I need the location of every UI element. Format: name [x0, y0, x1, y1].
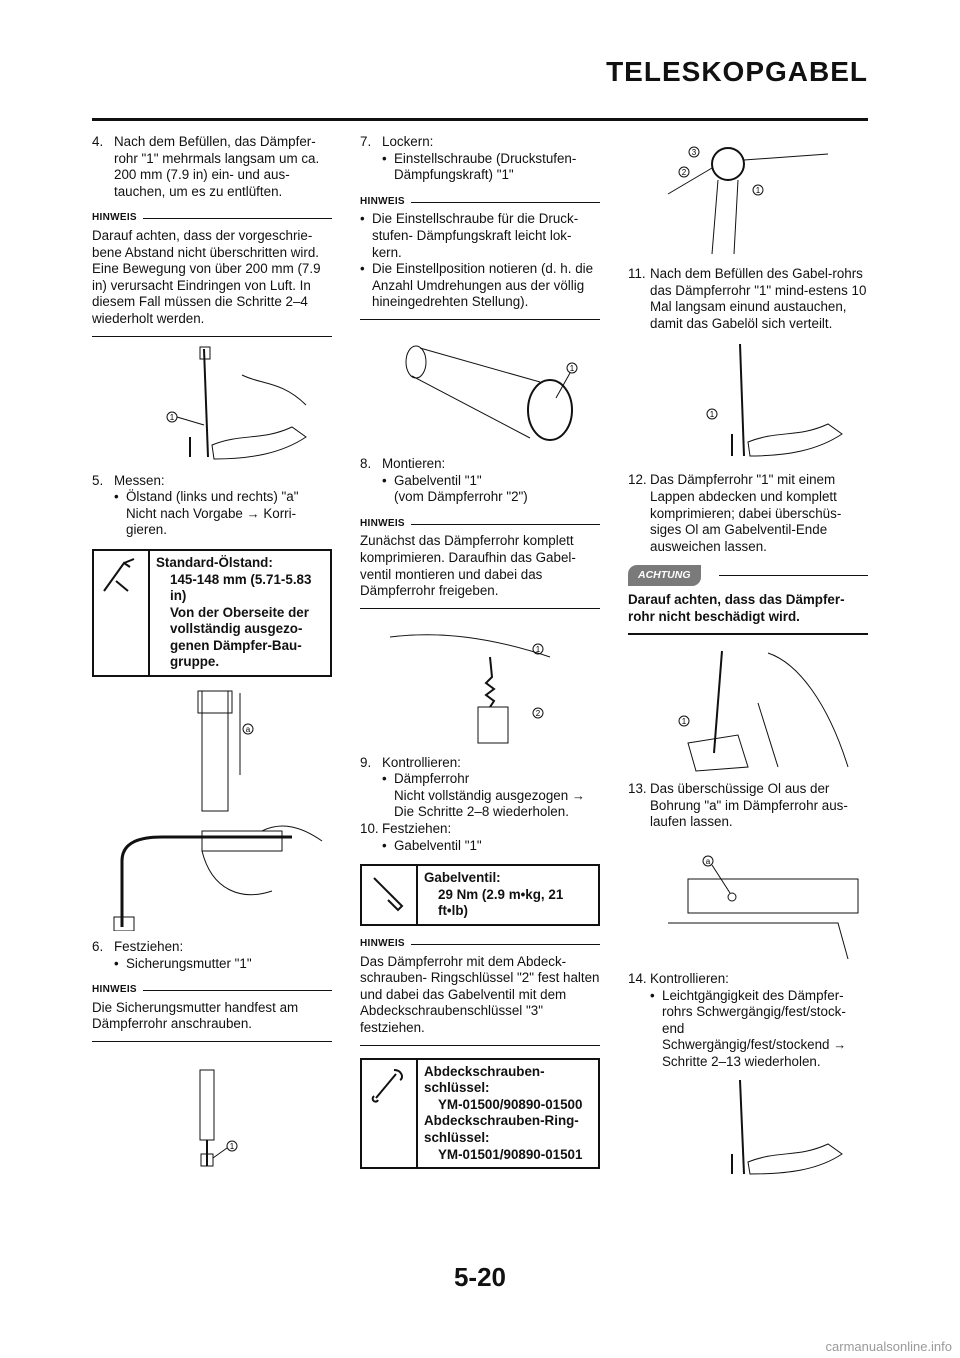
- header-rule: [92, 118, 868, 121]
- step-14: 14. Kontrollieren:: [628, 970, 729, 986]
- step-9: 9. Kontrollieren:: [360, 754, 461, 770]
- figure-drain-hole: [628, 839, 868, 963]
- fig5-callout: 1: [569, 363, 575, 373]
- arrow-icon: →: [246, 505, 260, 521]
- measure-icon: [94, 551, 150, 675]
- step-4: 4. Nach dem Befüllen, das Dämpfer-rohr "1" mehrmals langsam um ca. 200 mm (7.9 in) ein- und aus-tauchen, um es zu entlüften.: [92, 134, 320, 199]
- step-12: 12. Das Dämpferrohr "1" mit einem Lappen abdecken und komplett komprimieren; dabei überschüs-siges Ol am Gabelventil-Ende ausweichen lassen.: [628, 472, 842, 554]
- fig6-callout-1: 1: [535, 644, 541, 654]
- note-2: HINWEIS Die Sicherungsmutter handfest am Dämpferrohr anschrauben.: [92, 982, 332, 1042]
- figure-locknut: [92, 1050, 332, 1180]
- figure-check-smooth: [628, 1078, 868, 1178]
- step-13: 13. Das überschüssige Ol aus der Bohrung "a" im Dämpferrohr aus-laufen lassen.: [628, 781, 848, 830]
- fig1-callout: 1: [169, 412, 175, 422]
- note-1: HINWEIS Darauf achten, dass der vorgeschrie-bene Abstand nicht überschritten wird. Eine Bewegung von über 200 mm (7.9 in) verursacht Eindringen von Luft. In diesem Fall müssen die Schritte 2–4 wiederholt werden.: [92, 210, 332, 336]
- page-title: TELESKOPGABEL: [606, 56, 868, 87]
- figure-wrench-tightening: [628, 134, 868, 258]
- figure-damper-stroke: [628, 340, 868, 464]
- spec-box-fork-valve: Gabelventil: 29 Nm (2.9 m•kg, 21 ft•lb): [360, 864, 600, 926]
- spec-box-oil-level: Standard-Ölstand: 145-148 mm (5.71-5.83 in) Von der Oberseite der vollständig ausgezo-genen Dämpfer-Bau-gruppe.: [92, 549, 332, 677]
- page-number: 5-20: [453, 1262, 507, 1292]
- figure-adjuster: [360, 328, 600, 448]
- step-8: 8. Montieren:: [360, 455, 446, 471]
- note-4: HINWEIS Zunächst das Dämpferrohr komplett komprimieren. Daraufhin das Gabel-ventil montieren und dabei das Dämpferrohr freigeben.: [360, 516, 600, 609]
- figure-oil-pump: [92, 821, 332, 931]
- fig7-callout-2: 2: [681, 168, 687, 177]
- watermark: carmanualsonline.info: [825, 1339, 952, 1354]
- figure-damper-measure: [92, 685, 332, 813]
- fig8-callout: 1: [709, 410, 715, 420]
- step-6: 6. Festziehen:: [92, 939, 184, 955]
- wrench-icon: [362, 1060, 418, 1168]
- note-3: HINWEIS • Die Einstellschraube für die Druck-stufen- Dämpfungskraft leicht lok-kern. • Die Einstellposition notieren (d. h. die Anzahl Umdrehungen aus der völlig hineingedrehten Stellung).: [360, 194, 600, 320]
- caution-box: ACHTUNG Darauf achten, dass das Dämpfer-rohr nicht beschädigt wird.: [628, 565, 868, 635]
- step-10: 10. Festziehen:: [360, 821, 452, 837]
- column-left: 4. Nach dem Befüllen, das Dämpfer-rohr "1" mehrmals langsam um ca. 200 mm (7.9 in) ein- und aus-tauchen, um es zu entlüften. HINWEIS Darauf achten, dass der vorgeschrie-bene Abstand nicht überschritten wird. Eine Bewegung von über 200 mm (7.9 in) verursacht Eindringen von Luft. In diesem Fall müssen die Schritte 2–4 wiederholt werden. 1 5. Messen: • Ölstand (links und rechts) "a" Nicht nach Vorgabe → Korri-gieren. Standard-Ölstand: 145-148 mm (5.71-5.83 in) Von der Oberseite der vollständig ausgezo-genen Dämpfer-Bau-gruppe. a 6. Festziehen: • Sicherungsmutter "1" HINWEIS Die Sicherungsmutter handfest am Dämpferrohr anschrauben. 1: [92, 134, 332, 1188]
- figure-rag-compress: [628, 643, 868, 773]
- fig7-callout-3: 3: [691, 148, 697, 157]
- step-5: 5. Messen:: [92, 472, 165, 488]
- fig9-callout: 1: [681, 717, 687, 727]
- fig6-callout-2: 2: [535, 708, 541, 718]
- caution-badge: ACHTUNG: [628, 565, 701, 586]
- note-5: HINWEIS Das Dämpferrohr mit dem Abdeck-schrauben- Ringschlüssel "2" fest halten und dabei das Gabelventil mit dem Abdeckschraubenschlüssel "3" festziehen.: [360, 936, 600, 1046]
- column-right: 3 2 1 11. Nach dem Befüllen des Gabel-rohrs das Dämpferrohr "1" mind-estens 10 Mal langsam einund austauchen, damit das Gabelöl sich verteilt. 1 12. Das Dämpferrohr "1" mit einem Lappen abdecken und komplett komprimieren; dabei überschüs-siges Ol am Gabelventil-Ende ausweichen lassen. ACHTUNG Darauf achten, dass das Dämpfer-rohr nicht beschädigt wird. 1 13. Das überschüssige Ol aus der Bohrung "a" im Dämpferrohr aus-laufen lassen. a 14. Kontrollieren: • Leichtgängigkeit des Dämpfer-rohrs Schwergängig/fest/stock-end Schwergängig/fest/stockend → Schritte 2–13 wiederholen.: [628, 134, 868, 1186]
- fig7-callout-1: 1: [755, 186, 761, 195]
- figure-fork-tube-pump: [92, 345, 332, 465]
- step-11: 11. Nach dem Befüllen des Gabel-rohrs das Dämpferrohr "1" mind-estens 10 Mal langsam einund austauchen, damit das Gabelöl sich verteilt.: [628, 266, 867, 331]
- torque-wrench-icon: [362, 866, 418, 924]
- figure-fork-valve: [360, 617, 600, 747]
- spec-box-wrenches: Abdeckschrauben-schlüssel: YM-01500/90890-01500 Abdeckschrauben-Ring-schlüssel: YM-01501/90890-01501: [360, 1058, 600, 1170]
- column-middle: 7. Lockern: • Einstellschraube (Druckstufen-Dämpfungskraft) "1" HINWEIS • Die Einstellschraube für die Druck-stufen- Dämpfungskraft leicht lok-kern. • Die Einstellposition notieren (d. h. die Anzahl Umdrehungen aus der völlig hineingedrehten Stellung). 1 8. Montieren: • Gabelventil "1" (vom Dämpferrohr "2") HINWEIS Zunächst das Dämpferrohr komplett komprimieren. Daraufhin das Gabel-ventil montieren und dabei das Dämpferrohr freigeben. 1 2 9. Kontrollieren: • Dämpferrohr Nicht vollständig ausgezogen → Die Schritte 2–8 wiederholen. 10. Festziehen: • Gabelventil "1" Gabelventil: 29 Nm (2.9 m•kg, 21 ft•lb) HINWEIS Das Dämpferrohr mit dem Abdeck-schrauben- Ringschlüssel "2" fest halten und dabei das Gabelventil mit dem Abdeckschraubenschlüssel "3" festziehen. Abdeckschrauben-schlüssel: YM-01500/90890-01500 Abdeckschrauben-Ring-schlüssel: YM-01501/90890-01501: [360, 134, 600, 1169]
- fig10-callout: a: [705, 856, 711, 866]
- fig2-callout: a: [245, 725, 251, 735]
- fig4-callout: 1: [229, 1142, 235, 1152]
- arrow-icon: →: [571, 787, 585, 803]
- arrow-icon: →: [833, 1037, 847, 1053]
- step-7: 7. Lockern:: [360, 134, 434, 149]
